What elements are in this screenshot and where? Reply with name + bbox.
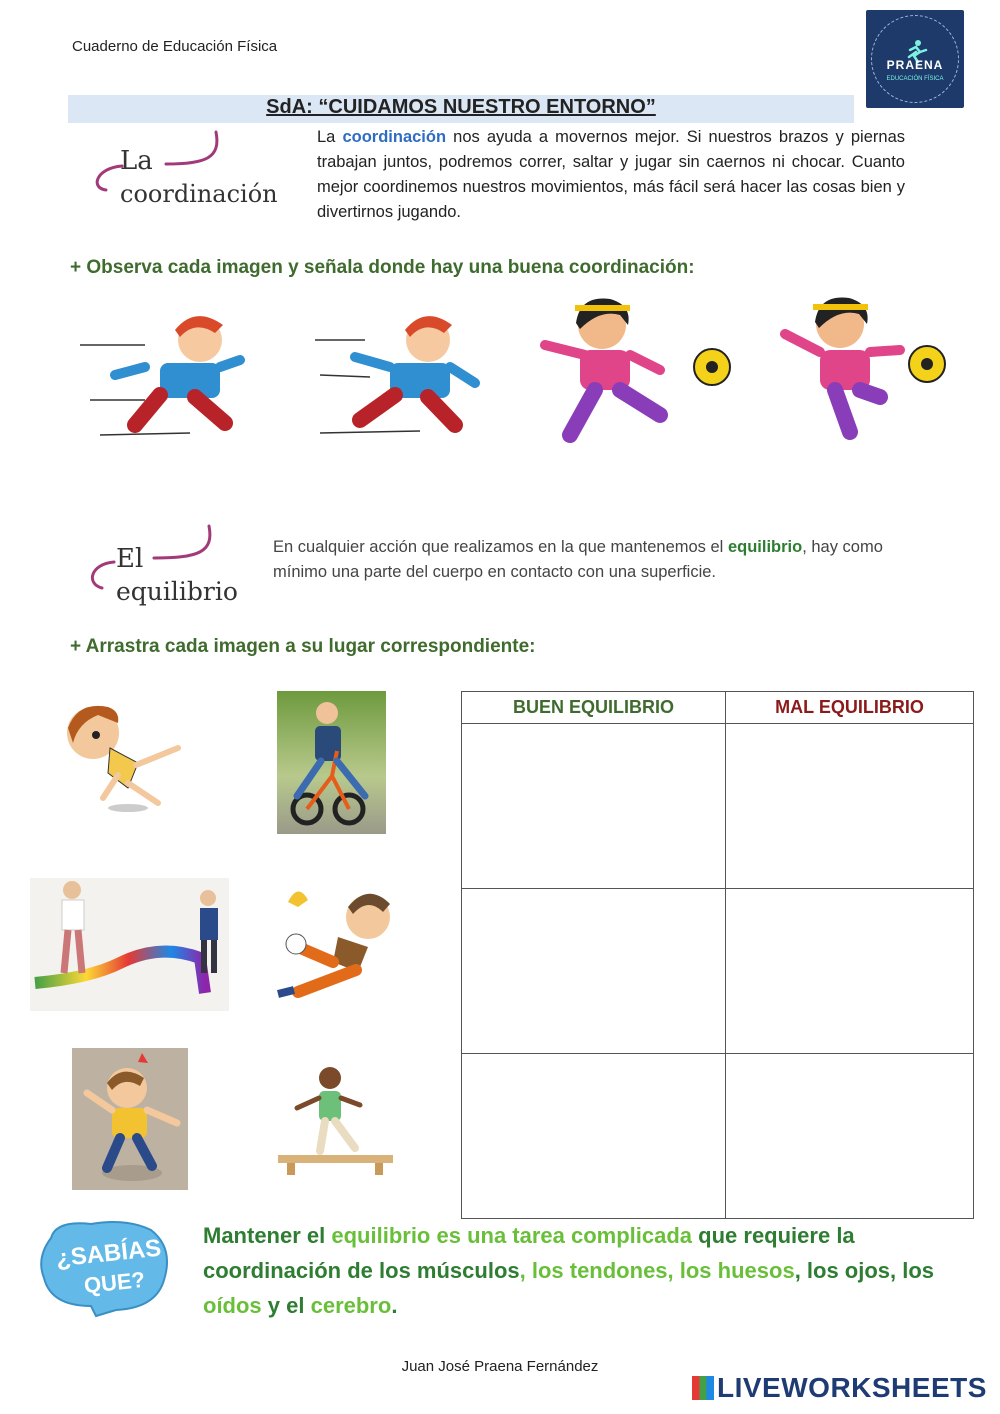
boy-falling-icon: [72, 1048, 188, 1190]
sabias-que-badge: [36, 1218, 176, 1318]
praena-logo: [866, 10, 964, 108]
drag-image-banana-slip[interactable]: [268, 882, 423, 1000]
boy-running-image-2[interactable]: [310, 305, 485, 445]
balance-text-after: , hay como mínimo una parte del cuerpo en contacto con una superficie.: [273, 538, 883, 581]
fact-part-4: la coordinación de los músculos: [203, 1223, 855, 1283]
author-footer: Juan José Praena Fernández: [401, 1358, 599, 1375]
logo-name: PRAENA: [886, 58, 944, 72]
column-header-bad: MAL EQUILIBRIO: [726, 692, 974, 724]
girl-kicking-image-2[interactable]: [775, 292, 955, 442]
balance-bike-icon: [277, 691, 386, 834]
badge-line1: ¿SABÍAS: [54, 1234, 163, 1273]
coordination-text-before: La: [317, 128, 343, 146]
liveworksheets-brand: [692, 1372, 987, 1404]
fact-part-3: que requiere: [698, 1223, 831, 1248]
fact-part-5: , los tendones, los huesos: [519, 1258, 795, 1283]
balance-path-icon: [30, 878, 229, 1011]
column-header-good: BUEN EQUILIBRIO: [462, 692, 726, 724]
coordination-tag-line2: coordinación: [120, 180, 278, 208]
fact-part-7: oídos: [203, 1293, 262, 1318]
coordination-instruction: + Observa cada imagen y señala donde hay una buena coordinación:: [70, 257, 695, 278]
drag-image-bench[interactable]: [275, 1063, 395, 1178]
balance-highlight: equilibrio: [727, 538, 803, 556]
balance-paragraph: [273, 535, 908, 585]
drop-zone-good-3[interactable]: [462, 1054, 726, 1219]
drop-zone-good-1[interactable]: [462, 724, 726, 889]
drop-zone-bad-3[interactable]: [726, 1054, 974, 1219]
fact-text: [203, 1218, 943, 1323]
balance-text-before: En cualquier acción que realizamos en la que mantenemos el: [273, 538, 728, 556]
liveworksheets-logo-icon: [692, 1376, 714, 1400]
header-subject: Cuaderno de Educación Física: [72, 38, 278, 55]
coordination-tag-line1: La: [120, 146, 153, 176]
fact-part-8: y el: [261, 1293, 311, 1318]
fact-part-9: cerebro: [310, 1293, 392, 1318]
brand-text: LIVEWORKSHEETS: [717, 1372, 987, 1403]
logo-subtitle: EDUCACIÓN FÍSICA: [886, 76, 944, 82]
fact-part-10: .: [391, 1293, 398, 1318]
fact-part-6: , los ojos, los: [794, 1258, 935, 1283]
drag-image-balance-path[interactable]: [30, 878, 229, 1011]
fact-part-2: es una tarea complicada: [430, 1223, 699, 1248]
coordination-highlight: coordinación: [342, 128, 447, 146]
drop-zone-good-2[interactable]: [462, 889, 726, 1054]
badge-line2: QUE?: [82, 1266, 147, 1299]
coordination-paragraph: [317, 125, 905, 225]
girl-kicking-image-1[interactable]: [540, 295, 745, 445]
balance-tag: [84, 522, 259, 612]
page-title: SdA: “CUIDAMOS NUESTRO ENTORNO”: [266, 96, 656, 118]
coordination-text-after: nos ayuda a movernos mejor. Si nuestros brazos y piernas trabajan juntos, podremos correr, saltar y jugar sin caernos ni chocar. Cuanto mejor coordinemos nuestros movimientos, más fácil será hacer las cosas bien y divertirnos jugando.: [317, 128, 905, 221]
boy-running-image-1[interactable]: [75, 305, 250, 445]
drag-image-girl-falling[interactable]: [48, 693, 198, 828]
balance-tag-line1: El: [116, 544, 144, 574]
balance-instruction: + Arrastra cada imagen a su lugar correspondiente:: [70, 636, 536, 657]
coordination-tag: [86, 128, 296, 213]
drop-zone-bad-1[interactable]: [726, 724, 974, 889]
balance-table: [461, 691, 974, 1219]
drag-image-boy-falling[interactable]: [72, 1048, 188, 1190]
fact-part-0: Mantener el: [203, 1223, 332, 1248]
fact-part-1: equilibrio: [331, 1223, 431, 1248]
drag-image-balance-bike[interactable]: [277, 691, 386, 834]
drop-zone-bad-2[interactable]: [726, 889, 974, 1054]
balance-tag-line2: equilibrio: [116, 577, 238, 606]
